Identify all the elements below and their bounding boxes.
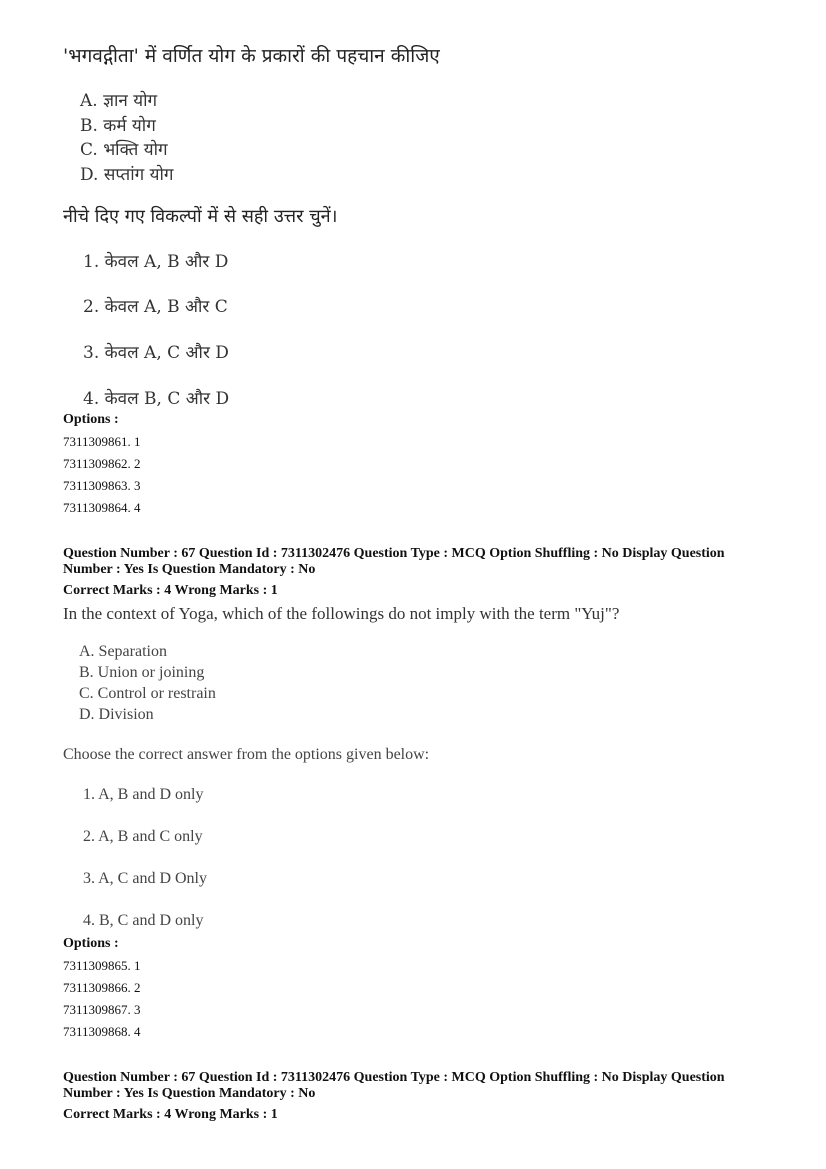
hindi-statement-d: D. सप्तांग योग [80,165,174,185]
english-option-id-1: 7311309865. 1 [63,958,141,973]
hindi-question-title: 'भगवद्गीता' में वर्णित योग के प्रकारों की पहचान कीजिए [63,45,440,67]
hindi-choice-1: 1. केवल A, B और D [83,252,229,272]
english-options-label: Options : [63,936,119,951]
english-option-id-3: 7311309867. 3 [63,1002,141,1017]
english-statement-c: C. Control or restrain [79,685,216,702]
hindi-choice-4: 4. केवल B, C और D [83,389,230,409]
hindi-choice-3: 3. केवल A, C और D [83,343,229,363]
next-question-meta-line1: Question Number : 67 Question Id : 7311302476 Question Type : MCQ Option Shuffling : No Display Question [63,1070,725,1085]
question-meta-line1: Question Number : 67 Question Id : 7311302476 Question Type : MCQ Option Shuffling : No Display Question [63,546,725,561]
english-statement-a: A. Separation [79,643,167,660]
english-option-id-2: 7311309866. 2 [63,980,141,995]
hindi-option-id-1: 7311309861. 1 [63,434,141,449]
english-instruction: Choose the correct answer from the options given below: [63,746,430,763]
hindi-option-id-3: 7311309863. 3 [63,478,141,493]
hindi-choice-2: 2. केवल A, B और C [83,297,228,317]
hindi-statement-c: C. भक्ति योग [80,140,168,160]
question-meta-line2: Number : Yes Is Question Mandatory : No [63,562,316,577]
question-marks: Correct Marks : 4 Wrong Marks : 1 [63,583,278,598]
hindi-options-label: Options : [63,412,119,427]
english-question-title: In the context of Yoga, which of the followings do not imply with the term "Yuj"? [63,604,620,623]
english-choice-1: 1. A, B and D only [83,786,204,803]
next-question-marks: Correct Marks : 4 Wrong Marks : 1 [63,1107,278,1122]
hindi-statement-a: A. ज्ञान योग [80,91,158,111]
english-choice-3: 3. A, C and D Only [83,870,207,887]
question-meta [63,546,763,578]
hindi-option-id-4: 7311309864. 4 [63,500,141,515]
english-option-id-4: 7311309868. 4 [63,1024,141,1039]
hindi-statement-b: B. कर्म योग [80,116,156,136]
hindi-instruction: नीचे दिए गए विकल्पों में से सही उत्तर चुनें। [63,206,338,227]
next-question-meta [63,1070,763,1102]
hindi-option-id-2: 7311309862. 2 [63,456,141,471]
english-choice-2: 2. A, B and C only [83,828,203,845]
english-choice-4: 4. B, C and D only [83,912,204,929]
next-question-meta-line2: Number : Yes Is Question Mandatory : No [63,1086,316,1101]
english-statement-d: D. Division [79,706,154,723]
english-statement-b: B. Union or joining [79,664,205,681]
